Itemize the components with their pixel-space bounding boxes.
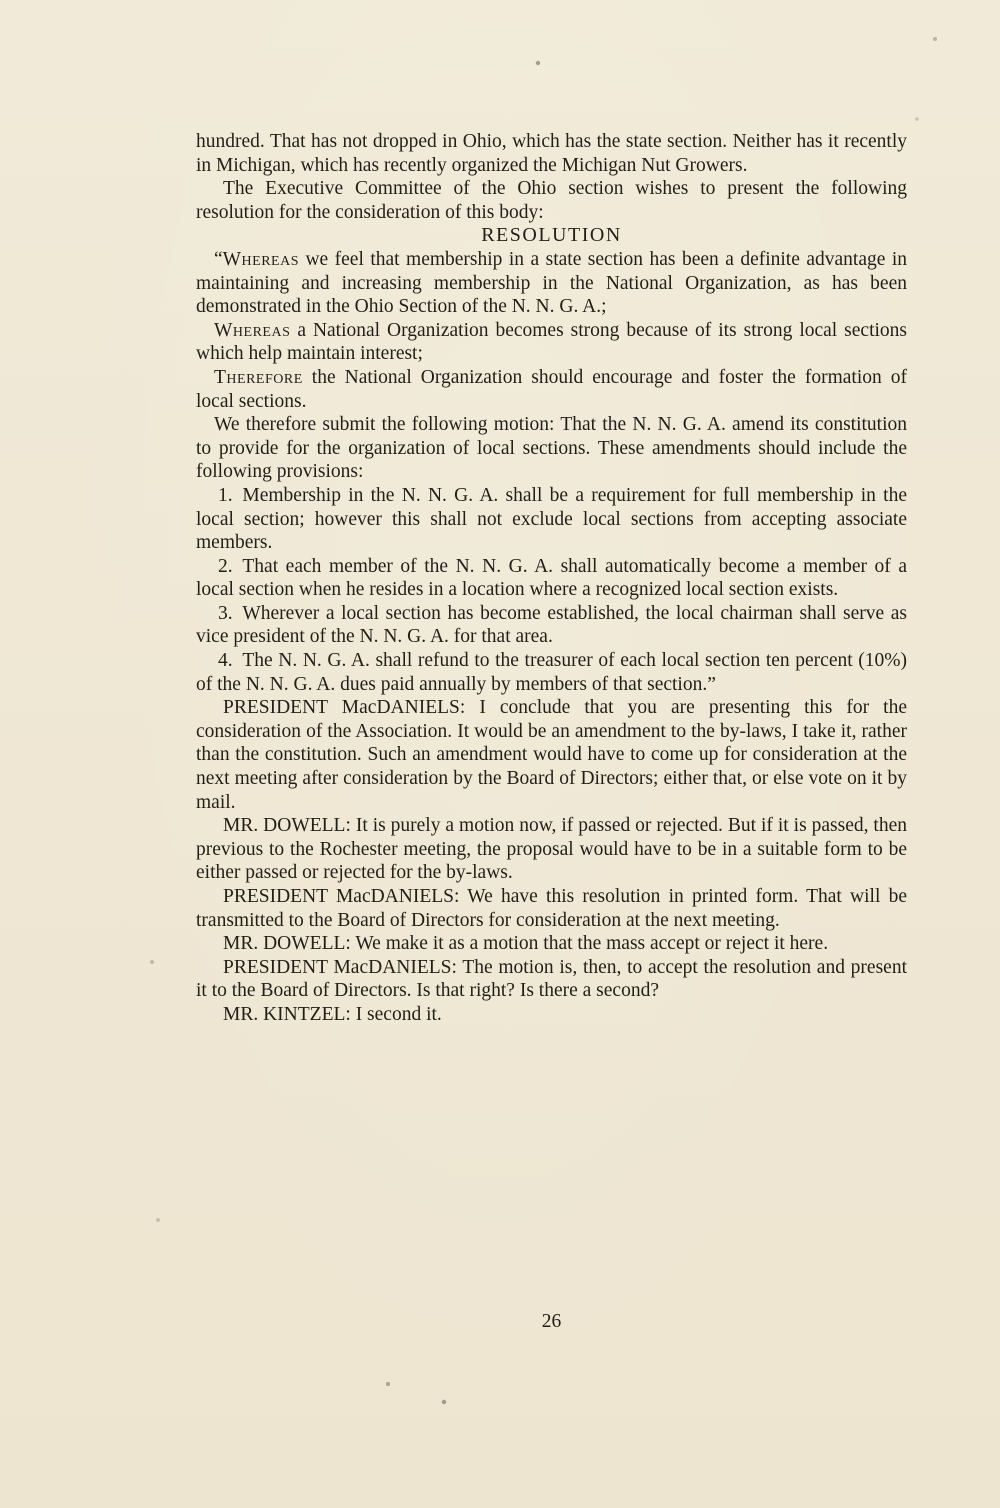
resolution-item (196, 555, 907, 602)
paragraph-text: the National Organization should encourage and foster the formation of local sections. (196, 366, 907, 412)
paragraph (196, 177, 907, 224)
paragraph-text: 1. Membership in the N. N. G. A. shall be a requirement for full membership in the local section; however this shall not exclude local sections from accepting associate members. (196, 484, 907, 554)
resolution-item (196, 602, 907, 649)
paragraph (196, 366, 907, 413)
paragraph-text: 3. Wherever a local section has become established, the local chairman shall serve as vice president of the N. N. G. A. for that area. (196, 602, 907, 648)
paragraph (196, 1003, 907, 1027)
resolution-item (196, 649, 907, 696)
paragraph-text: 2. That each member of the N. N. G. A. shall automatically become a member of a local section when he resides in a location where a recognized local section exists. (196, 555, 907, 601)
paragraph-text: hundred. That has not dropped in Ohio, which has the state section. Neither has it recently in Michigan, which has recently organized the Michigan Nut Growers. (196, 131, 907, 176)
paragraph (196, 956, 907, 1003)
paragraph (196, 932, 907, 956)
paragraph-lead: Therefore (214, 366, 303, 388)
paragraph-text: We therefore submit the following motion: That the N. N. G. A. amend its constitution to provide for the organization of local sections. These amendments should include the following provisions: (196, 414, 907, 483)
paragraph (196, 319, 907, 366)
paragraph-text: The Executive Committee of the Ohio section wishes to present the following resolution for the consideration of this body: (196, 178, 907, 223)
page-number: 26 (541, 1311, 562, 1332)
paragraph-text: MR. DOWELL: We make it as a motion that the mass accept or reject it here. (223, 933, 829, 955)
text-block (196, 130, 907, 1027)
paragraph-text: PRESIDENT MacDANIELS: I conclude that you are presenting this for the consideration of the Association. It would be an amendment to the by-laws, I take it, rather than the constitution. Such an amendment would have to come up for consideration at the next meeting after consideration by the Board of Directors; either that, or else vote on it by mail. (196, 697, 907, 813)
paragraph-text: 4. The N. N. G. A. shall refund to the treasurer of each local section ten percent (10%) of the N. N. G. A. dues paid annually by members of that section.” (196, 650, 907, 695)
paragraph (196, 696, 907, 814)
section-heading: RESOLUTION (481, 224, 622, 247)
paragraph (196, 413, 907, 484)
paragraph (196, 814, 907, 885)
paragraph-lead: Whereas (222, 248, 300, 270)
paragraph (196, 130, 907, 177)
paragraph-lead: Whereas (214, 319, 291, 341)
paragraph-text: MR. DOWELL: It is purely a motion now, if passed or rejected. But if it is passed, then previous to the Rochester meeting, the proposal would have to be in a suitable form to be either passed or rejected for the by-laws. (196, 815, 907, 884)
paragraph (196, 248, 907, 319)
paragraph-text: MR. KINTZEL: I second it. (223, 1003, 442, 1025)
paragraph-text: PRESIDENT MacDANIELS: The motion is, then, to accept the resolution and present it to the Board of Directors. Is that right? Is there a second? (196, 956, 907, 1002)
paragraph-text: we feel that membership in a state section has been a definite advantage in maintaining and increasing membership in the National Organization, as has been demonstrated in the Ohio Section of the N. N. G. A.; (196, 248, 907, 318)
paragraph (196, 885, 907, 932)
paragraph-text: a National Organization becomes strong because of its strong local sections which help maintain interest; (196, 319, 907, 365)
resolution-item (196, 484, 907, 555)
scan-speckles (0, 0, 2, 2)
paragraph-pre: “ (214, 248, 223, 270)
paragraph-text: PRESIDENT MacDANIELS: We have this resolution in printed form. That will be transmitted to the Board of Directors for consideration at the next meeting. (196, 886, 907, 931)
